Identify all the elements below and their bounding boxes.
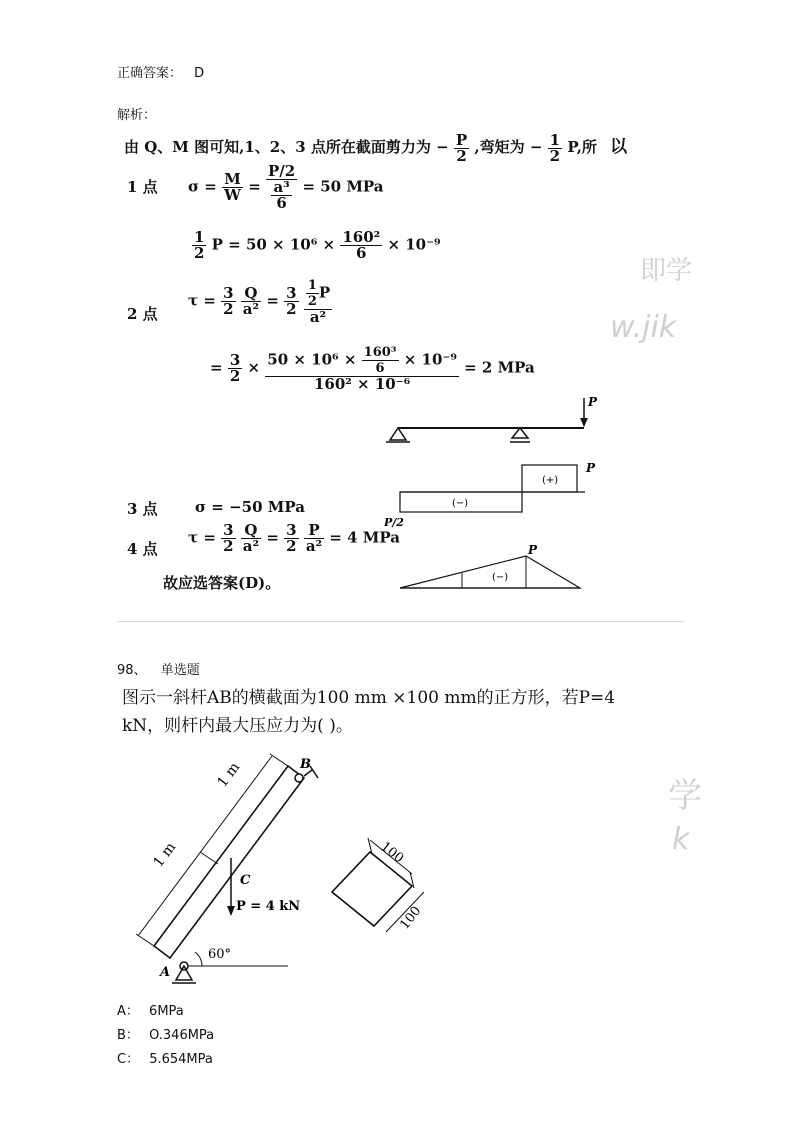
option-b[interactable] (117, 1024, 214, 1043)
answer-line (117, 62, 204, 81)
option-a-value: 6MPa (149, 1004, 184, 1019)
inclined-bar-ab (154, 766, 304, 958)
question-header (117, 659, 200, 678)
point1-formula-2: $\frac{1}{2}$ P = 50 × 10⁶ × $\frac{\text{160²}}{6}$ × 10⁻⁹ (194, 228, 441, 262)
question-text: 图示一斜杆AB的横截面为100 mm ×100 mm的正方形，若P=4 kN，则杆内最大压应力为( )。 (122, 688, 616, 736)
roller-support-icon (512, 428, 528, 438)
length-label-upper: 1 m (214, 759, 244, 791)
point4-label: 4 点 (127, 540, 158, 558)
shear-plus-label: (+) (542, 475, 559, 486)
moment-triangle (400, 556, 580, 588)
point1-label: 1 点 (127, 178, 158, 196)
beam-load-label: P (588, 395, 598, 409)
watermark-4: k (672, 822, 690, 857)
cross-section-square (332, 852, 412, 926)
section-divider (117, 621, 684, 622)
option-a[interactable] (117, 1000, 184, 1019)
angle-label: 60° (208, 947, 232, 962)
dimension-label-side: 100 (397, 903, 425, 933)
label-b: B (300, 757, 311, 772)
conclusion: 故应选答案(D)。 (163, 574, 281, 592)
shear-p2-label: P/2 (384, 516, 404, 529)
pin-support-icon (390, 428, 406, 440)
option-c[interactable] (117, 1048, 213, 1067)
shear-minus-label: (−) (452, 498, 469, 509)
option-b-value: O.346MPa (149, 1028, 215, 1043)
dimension-label-top: 100 (377, 839, 407, 867)
point3-value: σ = −50 MPa (195, 498, 305, 516)
answer-value: D (194, 66, 205, 81)
moment-p-label: P (528, 543, 538, 557)
point4-formula: τ = $\frac{3}{2}$ $\frac{Q}{\text{a²}}$ = $\frac{3}{2}$ $\frac{P}{\text{a²}}$ = 4 MPa (188, 521, 400, 555)
question-number: 98、 (117, 663, 147, 678)
question-figure (118, 740, 448, 985)
answer-label: 正确答案： (117, 66, 183, 81)
watermark-3: 学 (668, 776, 702, 816)
point2-label: 2 点 (127, 305, 158, 323)
point3-label: 3 点 (127, 500, 158, 518)
option-b-letter: B： (117, 1028, 139, 1043)
analysis-label: 解析： (117, 108, 157, 123)
moment-minus-label: (−) (492, 572, 509, 583)
shear-p-label: P (586, 461, 596, 475)
point2-formula-2: = $\frac{3}{2}$ × 50 × 10⁶ × $\frac{\text{160³}}{6}$ × 10⁻⁹ 160² × 10⁻⁶ = 2 MPa (210, 345, 535, 393)
point2-formula: τ = $\frac{3}{2}$ $\frac{Q}{\text{a²}}$ = $\frac{3}{2}$ $\frac{1}{2}$ P a² (188, 278, 331, 326)
watermark-2: w.jik (610, 310, 677, 345)
length-label-lower: 1 m (150, 839, 180, 871)
option-c-value: 5.654MPa (149, 1052, 213, 1067)
solution-intro: 由 Q、M 图可知,1、2、3 点所在截面剪力为 − $\frac{P}{2}$ ,弯矩为 − $\frac{1}{2}$ P,所 以 (124, 130, 628, 165)
point1-formula: σ = $\frac{M}{W}$ = $\frac{P/2}{\frac{\text{a³}}{6}}$ = 50 MPa (188, 162, 384, 212)
option-c-letter: C： (117, 1052, 140, 1067)
load-label: P = 4 kN (236, 899, 301, 914)
label-a: A (160, 965, 171, 980)
option-a-letter: A： (117, 1004, 139, 1019)
label-c: C (240, 873, 251, 888)
question-type: 单选题 (160, 663, 200, 678)
pin-b-icon (295, 774, 303, 782)
beam-diagrams (380, 392, 620, 604)
watermark-1: 即学 (640, 256, 693, 286)
